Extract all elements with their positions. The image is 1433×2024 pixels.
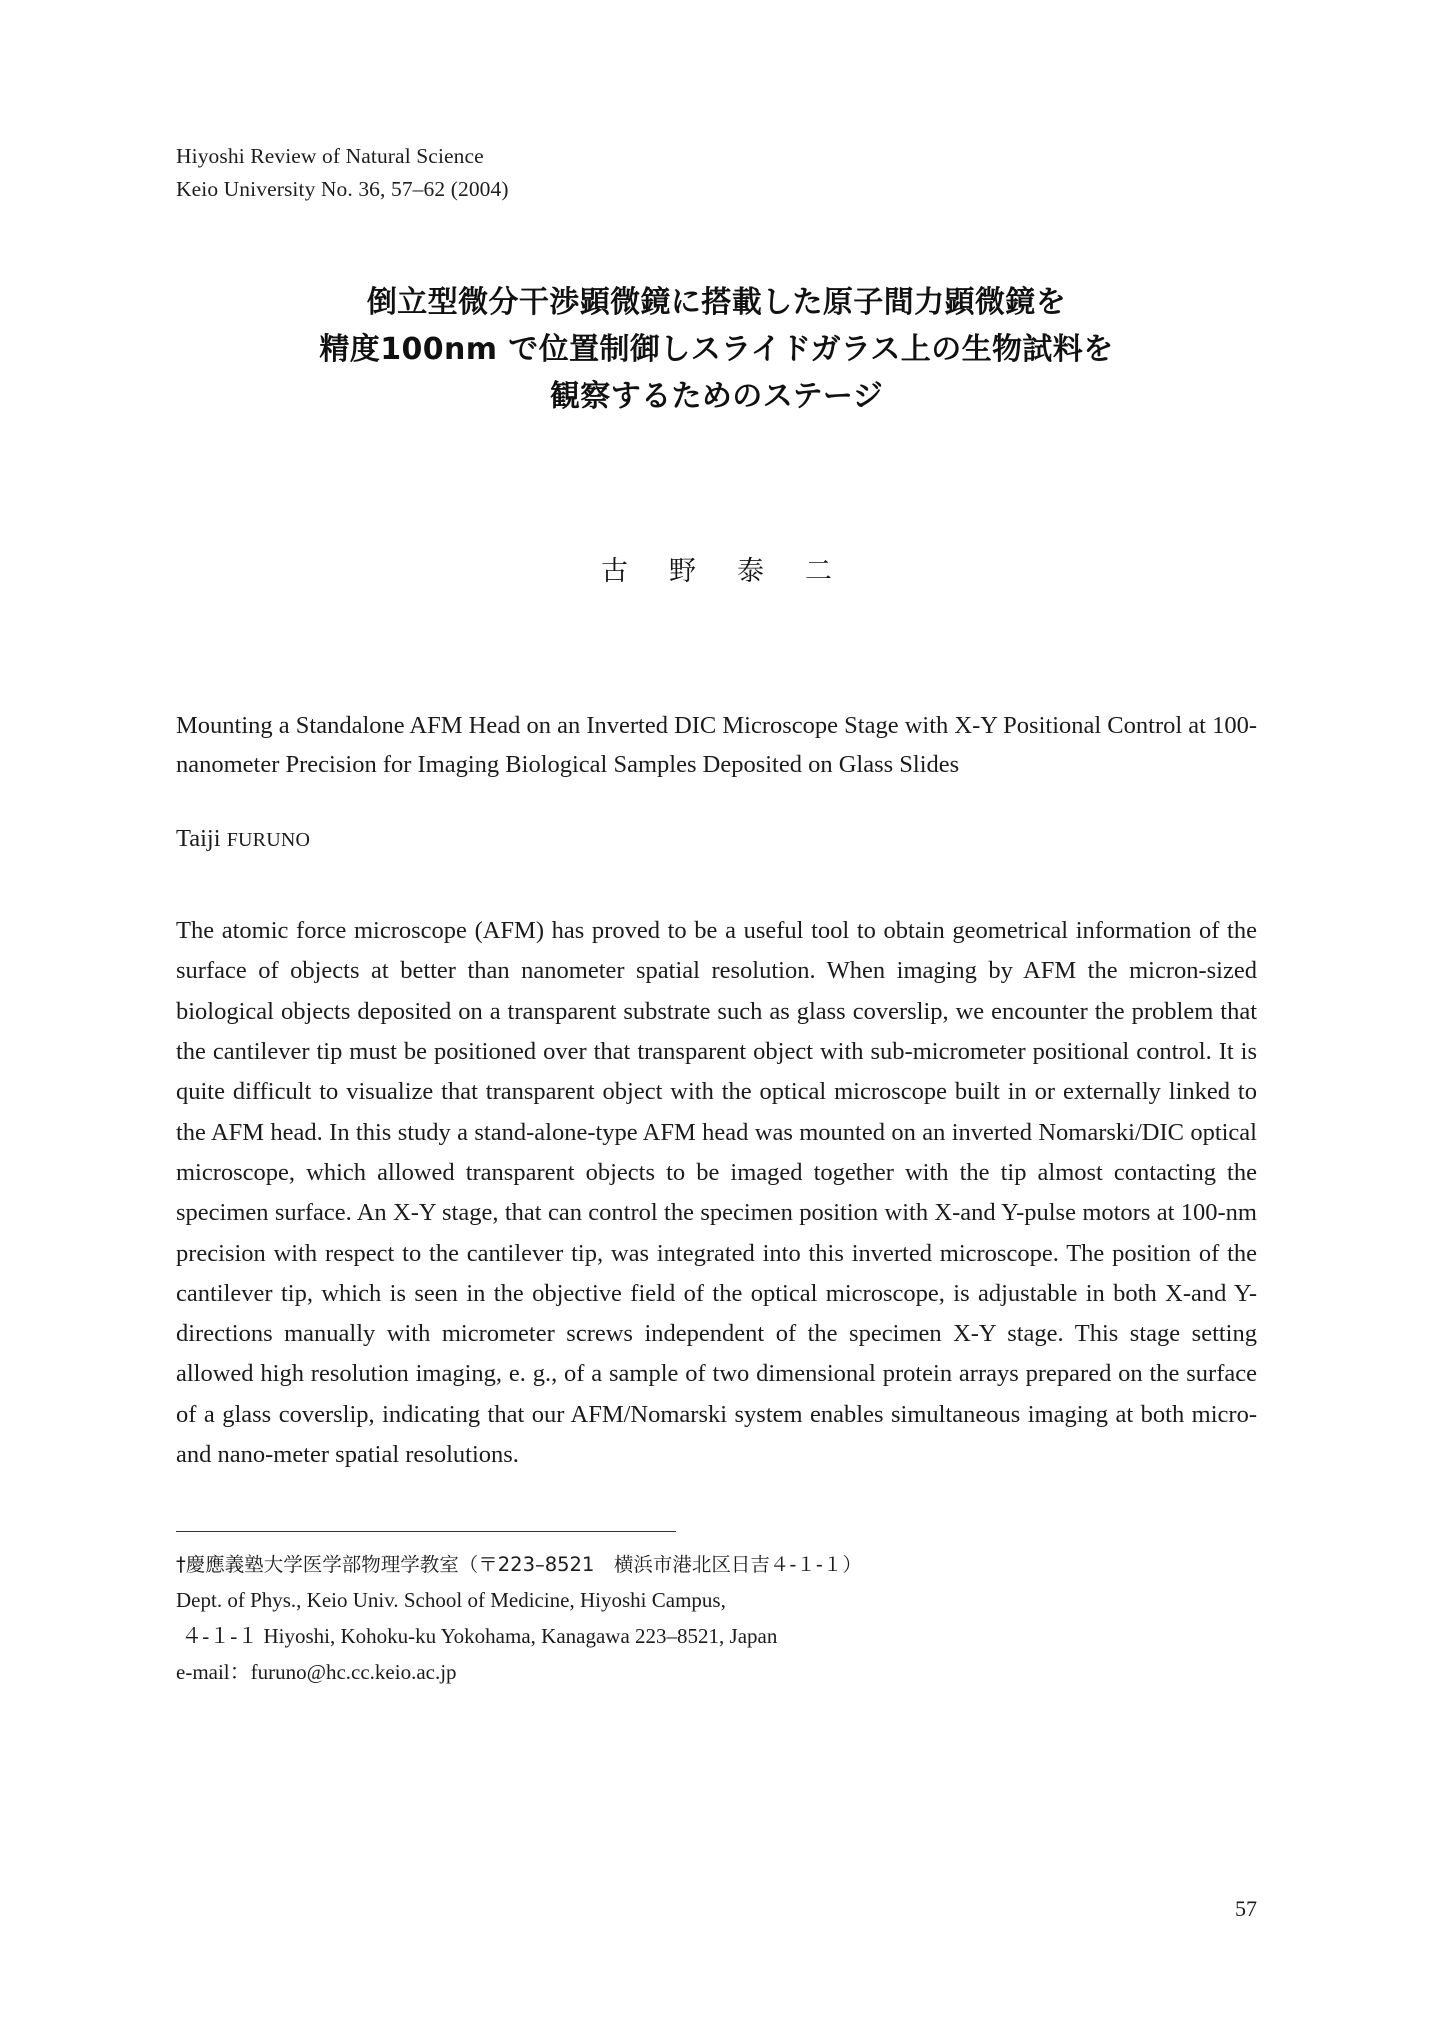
footnote-affiliation-japanese: †慶應義塾大学医学部物理学教室（〒223–8521 横浜市港北区日吉４-１-１） bbox=[176, 1553, 862, 1577]
title-japanese-line-3: 観察するためのステージ bbox=[549, 379, 884, 415]
footnote-email: e-mail：furuno@hc.cc.keio.ac.jp bbox=[176, 1660, 457, 1685]
footnote-block bbox=[176, 1548, 1257, 1690]
journal-issue: Keio University No. 36, 57–62 (2004) bbox=[176, 177, 509, 202]
title-japanese bbox=[176, 279, 1257, 421]
page-number: 57 bbox=[1235, 1896, 1257, 1921]
title-english: Mounting a Standalone AFM Head on an Inverted DIC Microscope Stage with X-Y Positional Control at 100-nanometer Precision for Imaging Biological Samples Deposited on Glass Slides bbox=[176, 711, 1258, 779]
title-japanese-line-2: 精度100nm で位置制御しスライドガラス上の生物試料を bbox=[319, 332, 1114, 368]
author-english bbox=[176, 825, 1257, 853]
journal-header bbox=[176, 140, 1257, 207]
abstract-text: The atomic force microscope (AFM) has proved to be a useful tool to obtain geometrical information of the surface of objects at better than nanometer spatial resolution. When imaging by AFM the micron-sized biological objects deposited on a transparent substrate such as glass coverslip, we encounter the problem that the cantilever tip must be positioned over that transparent object with sub-micrometer positional control. It is quite difficult to visualize that transparent object with the optical microscope built in or externally linked to the AFM head. In this study a stand-alone-type AFM head was mounted on an inverted Nomarski/DIC optical microscope, which allowed transparent objects to be imaged together with the tip almost contacting the specimen surface. An X-Y stage, that can control the specimen position with X-and Y-pulse motors at 100-nm precision with respect to the cantilever tip, was integrated into this inverted microscope. The position of the cantilever tip, which is seen in the objective field of the optical microscope, is adjustable in both X-and Y-directions manually with micrometer screws independent of the specimen X-Y stage. This stage setting allowed high resolution imaging, e. g., of a sample of two dimensional protein arrays prepared on the surface of a glass coverslip, indicating that our AFM/Nomarski system enables simultaneous imaging at both micro-and nano-meter spatial resolutions. bbox=[176, 917, 1257, 1469]
footnote-affiliation-english-2: ４-１-１ Hiyoshi, Kohoku-ku Yokohama, Kanagawa 223–8521, Japan bbox=[176, 1623, 778, 1648]
author-given-name: Taiji bbox=[176, 825, 227, 853]
author-japanese: 古 野 泰 二 bbox=[601, 555, 849, 587]
journal-name: Hiyoshi Review of Natural Science bbox=[176, 144, 484, 168]
footnote-affiliation-english-1: Dept. of Phys., Keio Univ. School of Medicine, Hiyoshi Campus, bbox=[176, 1587, 726, 1612]
footnote-divider bbox=[176, 1531, 676, 1532]
author-surname: FURUNO bbox=[226, 829, 311, 852]
title-japanese-line-1: 倒立型微分干渉顕微鏡に搭載した原子間力顕微鏡を bbox=[366, 284, 1067, 320]
